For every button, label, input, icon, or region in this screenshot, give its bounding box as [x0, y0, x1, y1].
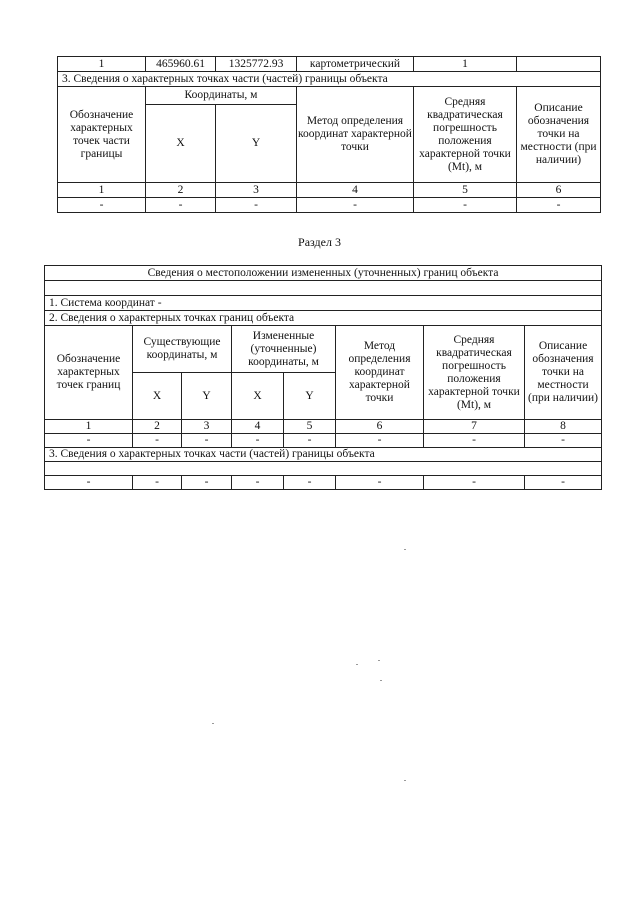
table-cell: - [133, 476, 182, 490]
coordinates-header: Координаты, м [146, 87, 297, 105]
table-cell: - [336, 476, 424, 490]
table-row [58, 57, 601, 72]
scan-speck [212, 723, 214, 724]
table-cell: - [216, 198, 297, 213]
section-heading: Раздел 3 [298, 235, 341, 249]
x-coordinate-cell: 465960.61 [146, 57, 216, 72]
point-number-cell: 1 [58, 57, 146, 72]
existing-y-header: Y [182, 373, 232, 420]
table-cell: - [146, 198, 216, 213]
changed-y-header: Y [284, 373, 336, 420]
method-header: Метод определения координат характерной точки [297, 87, 414, 183]
table-title: Сведения о местоположении измененных (уточненных) границ объекта [45, 266, 602, 281]
column-number: 1 [45, 420, 133, 434]
part-boundary-table [57, 56, 601, 213]
table-cell: - [58, 198, 146, 213]
column-number: 3 [182, 420, 232, 434]
point-designation-header: Обозначение характерных точек границ [45, 326, 133, 420]
table-cell: - [232, 434, 284, 448]
table-cell: - [424, 434, 525, 448]
scan-speck [378, 660, 380, 661]
table-cell: - [45, 476, 133, 490]
scan-speck [380, 680, 382, 681]
description-header: Описание обозначения точки на местности (при наличии) [525, 326, 602, 420]
table-cell: - [525, 476, 602, 490]
existing-x-header: X [133, 373, 182, 420]
table-cell: - [182, 476, 232, 490]
column-numbers-row [45, 420, 602, 434]
table-row [45, 434, 602, 448]
column-number: 4 [232, 420, 284, 434]
column-number: 5 [414, 183, 517, 198]
empty-row [45, 281, 602, 296]
scan-speck [356, 664, 358, 665]
table-row [58, 198, 601, 213]
table-cell: - [232, 476, 284, 490]
scan-speck [404, 780, 406, 781]
column-number: 7 [424, 420, 525, 434]
table-cell: - [182, 434, 232, 448]
point-designation-header: Обозначение характерных точек части границы [58, 87, 146, 183]
table-cell: - [284, 476, 336, 490]
table-cell: - [284, 434, 336, 448]
empty-row [45, 462, 602, 476]
table-cell: - [414, 198, 517, 213]
column-number: 1 [58, 183, 146, 198]
table-cell: - [525, 434, 602, 448]
error-header: Средняя квадратическая погрешность положения характерной точки (Mt), м [414, 87, 517, 183]
column-numbers-row [58, 183, 601, 198]
error-header: Средняя квадратическая погрешность положения характерной точки (Mt), м [424, 326, 525, 420]
column-number: 6 [517, 183, 601, 198]
section3-title: 3. Сведения о характерных точках части (частей) границы объекта [45, 448, 602, 462]
changed-coordinates-header: Измененные (уточненные) координаты, м [232, 326, 336, 373]
description-header: Описание обозначения точки на местности (при наличии) [517, 87, 601, 183]
column-number: 2 [133, 420, 182, 434]
existing-coordinates-header: Существующие координаты, м [133, 326, 232, 373]
table-cell: - [133, 434, 182, 448]
description-cell [517, 57, 601, 72]
method-cell: картометрический [297, 57, 414, 72]
x-header: X [146, 105, 216, 183]
coordinate-system: 1. Система координат - [45, 296, 602, 311]
table-cell: - [297, 198, 414, 213]
section3-title: 3. Сведения о характерных точках части (частей) границы объекта [58, 72, 601, 87]
column-number: 2 [146, 183, 216, 198]
scan-speck [404, 549, 406, 550]
column-number: 6 [336, 420, 424, 434]
y-coordinate-cell: 1325772.93 [216, 57, 297, 72]
table-cell: - [517, 198, 601, 213]
table-cell: - [424, 476, 525, 490]
column-number: 8 [525, 420, 602, 434]
section2-title: 2. Сведения о характерных точках границ объекта [45, 311, 602, 326]
y-header: Y [216, 105, 297, 183]
changed-boundaries-table [44, 265, 602, 490]
changed-x-header: X [232, 373, 284, 420]
table-cell: - [336, 434, 424, 448]
method-header: Метод определения координат характерной точки [336, 326, 424, 420]
table-row [45, 476, 602, 490]
column-number: 5 [284, 420, 336, 434]
column-number: 4 [297, 183, 414, 198]
table-cell: - [45, 434, 133, 448]
error-cell: 1 [414, 57, 517, 72]
column-number: 3 [216, 183, 297, 198]
